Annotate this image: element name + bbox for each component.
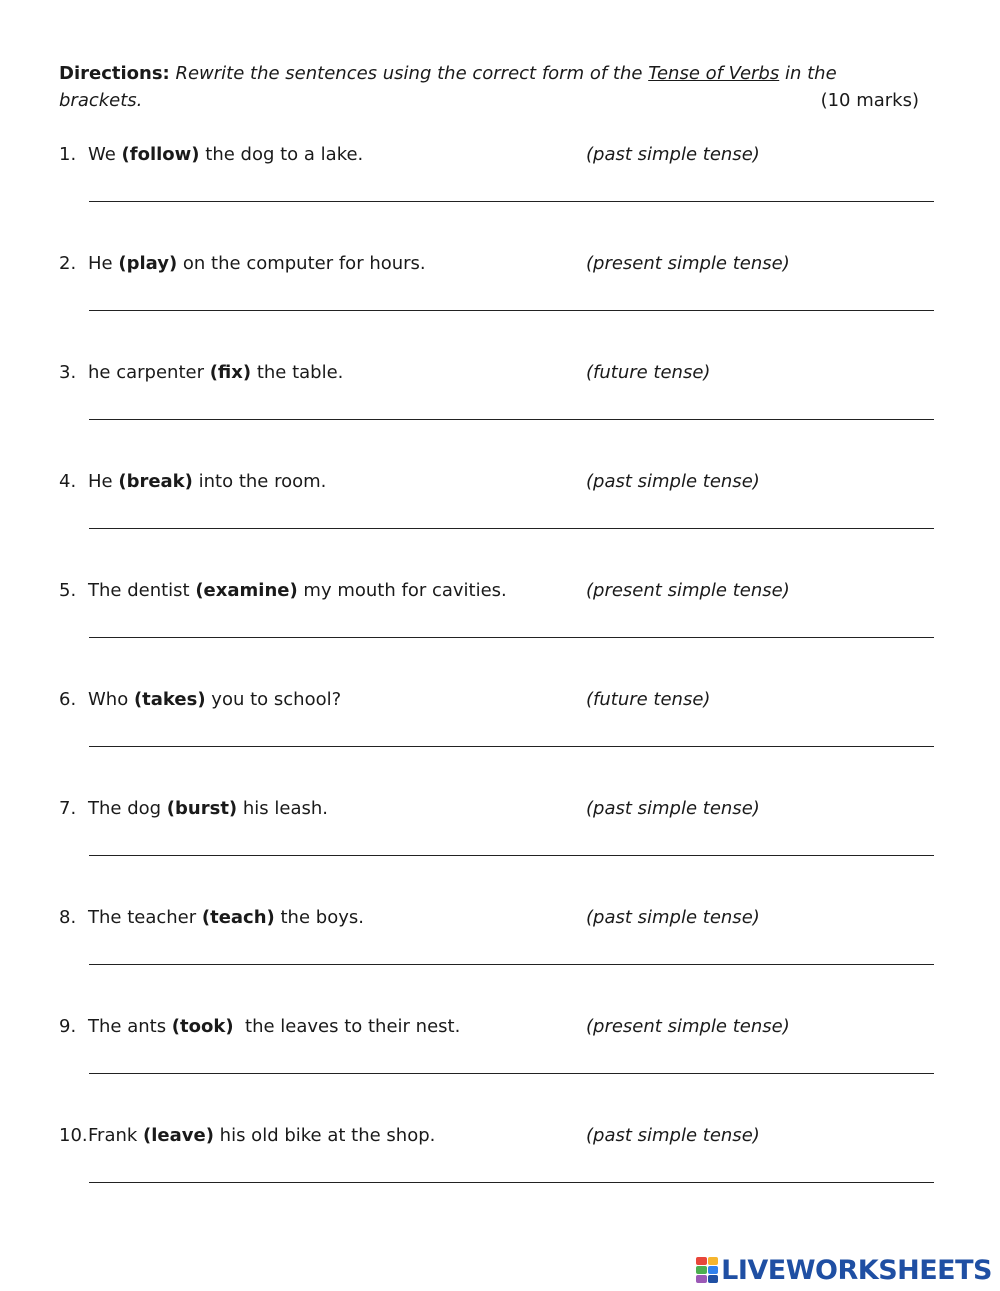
tense-hint: (present simple tense) — [586, 253, 790, 274]
question-number: 2. — [59, 253, 77, 274]
question-sentence — [88, 144, 363, 165]
logo-block — [708, 1266, 719, 1274]
verb-in-brackets: (takes) — [133, 689, 206, 710]
sentence-pre: Frank — [88, 1125, 144, 1146]
tense-hint: (present simple tense) — [586, 1016, 790, 1037]
sentence-pre: He — [88, 471, 119, 492]
question-sentence — [88, 362, 343, 383]
verb-in-brackets: (break) — [118, 471, 193, 492]
question-number: 10. — [59, 1125, 88, 1146]
sentence-pre: Who — [88, 689, 134, 710]
verb-in-brackets: (burst) — [166, 798, 238, 819]
question-item — [59, 1016, 939, 1116]
sentence-pre: The dog — [88, 798, 167, 819]
answer-line[interactable] — [89, 310, 934, 311]
tense-hint: (future tense) — [586, 689, 711, 710]
verb-in-brackets: (took) — [171, 1016, 234, 1037]
tense-hint: (past simple tense) — [586, 144, 760, 165]
sentence-post: the dog to a lake. — [199, 144, 364, 165]
logo-text: LIVEWORKSHEETS — [721, 1254, 992, 1286]
directions — [59, 60, 919, 114]
sentence-pre: The dentist — [88, 580, 196, 601]
verb-in-brackets: (follow) — [121, 144, 200, 165]
question-number: 8. — [59, 907, 77, 928]
question-item — [59, 689, 939, 789]
question-number: 6. — [59, 689, 77, 710]
question-sentence — [88, 907, 364, 928]
question-number: 9. — [59, 1016, 77, 1037]
question-sentence — [88, 253, 426, 274]
tense-hint: (future tense) — [586, 362, 711, 383]
directions-text-before: Rewrite the sentences using the correct form of the — [175, 63, 643, 84]
answer-line[interactable] — [89, 1182, 934, 1183]
tense-hint: (past simple tense) — [586, 471, 760, 492]
logo-block — [696, 1257, 707, 1265]
question-sentence — [88, 580, 507, 601]
tense-hint: (past simple tense) — [586, 907, 760, 928]
sentence-post: the table. — [251, 362, 344, 383]
sentence-post: his old bike at the shop. — [213, 1125, 436, 1146]
sentence-post: my mouth for cavities. — [297, 580, 507, 601]
logo-block — [708, 1275, 719, 1283]
logo-block — [696, 1266, 707, 1274]
question-sentence — [88, 798, 328, 819]
directions-text-after: in the brackets. — [59, 63, 837, 111]
verb-in-brackets: (examine) — [195, 580, 298, 601]
tense-hint: (past simple tense) — [586, 1125, 760, 1146]
logo-block — [708, 1257, 719, 1265]
logo-blocks-icon — [696, 1257, 718, 1283]
liveworksheets-logo — [696, 1253, 992, 1287]
directions-label: Directions: — [59, 63, 170, 84]
question-item — [59, 144, 939, 244]
sentence-pre: he carpenter — [88, 362, 210, 383]
tense-hint: (past simple tense) — [586, 798, 760, 819]
sentence-post: into the room. — [192, 471, 327, 492]
question-number: 4. — [59, 471, 77, 492]
question-item — [59, 253, 939, 353]
question-item — [59, 362, 939, 462]
sentence-pre: We — [88, 144, 122, 165]
answer-line[interactable] — [89, 746, 934, 747]
verb-in-brackets: (play) — [118, 253, 178, 274]
question-item — [59, 1125, 939, 1225]
sentence-pre: He — [88, 253, 119, 274]
question-sentence — [88, 1016, 460, 1037]
question-sentence — [88, 1125, 435, 1146]
verb-in-brackets: (teach) — [201, 907, 275, 928]
sentence-pre: The ants — [88, 1016, 172, 1037]
marks-total: (10 marks) — [820, 90, 919, 111]
answer-line[interactable] — [89, 637, 934, 638]
logo-block — [696, 1275, 707, 1283]
answer-line[interactable] — [89, 964, 934, 965]
question-number: 5. — [59, 580, 77, 601]
sentence-pre: The teacher — [88, 907, 202, 928]
directions-underlined: Tense of Verbs — [648, 63, 780, 84]
answer-line[interactable] — [89, 419, 934, 420]
question-item — [59, 471, 939, 571]
question-sentence — [88, 689, 341, 710]
verb-in-brackets: (fix) — [209, 362, 252, 383]
verb-in-brackets: (leave) — [143, 1125, 214, 1146]
answer-line[interactable] — [89, 201, 934, 202]
sentence-post: you to school? — [205, 689, 342, 710]
question-sentence — [88, 471, 326, 492]
question-item — [59, 580, 939, 680]
sentence-post: on the computer for hours. — [177, 253, 426, 274]
question-number: 7. — [59, 798, 77, 819]
sentence-post: the leaves to their nest. — [233, 1016, 461, 1037]
answer-line[interactable] — [89, 1073, 934, 1074]
answer-line[interactable] — [89, 528, 934, 529]
sentence-post: his leash. — [237, 798, 328, 819]
sentence-post: the boys. — [274, 907, 364, 928]
question-item — [59, 798, 939, 898]
question-item — [59, 907, 939, 1007]
tense-hint: (present simple tense) — [586, 580, 790, 601]
answer-line[interactable] — [89, 855, 934, 856]
question-number: 3. — [59, 362, 77, 383]
question-number: 1. — [59, 144, 77, 165]
